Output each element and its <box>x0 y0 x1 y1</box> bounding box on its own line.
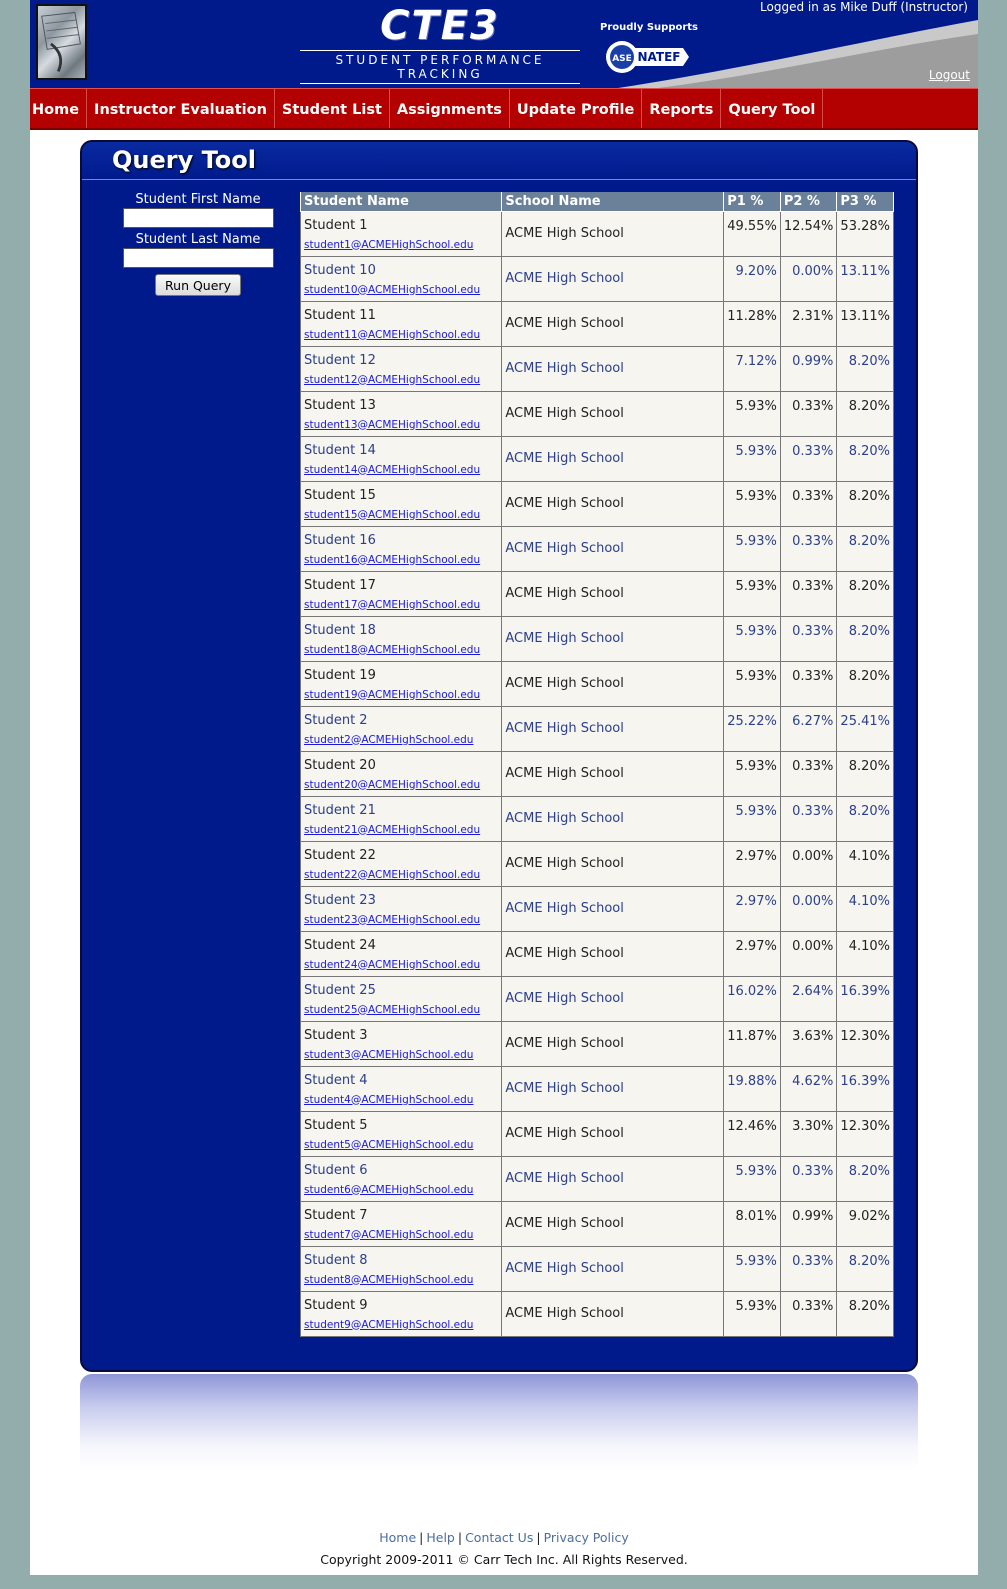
p1-cell: 16.02% <box>724 976 781 1021</box>
first-name-input[interactable] <box>123 208 274 228</box>
p1-cell: 5.93% <box>724 436 781 481</box>
p2-cell: 0.99% <box>780 346 837 391</box>
p2-cell: 0.33% <box>780 571 837 616</box>
student-cell <box>301 661 502 706</box>
student-email-link[interactable]: student10@ACMEHighSchool.edu <box>304 283 481 296</box>
school-name-cell: ACME High School <box>502 391 724 436</box>
run-query-button[interactable]: Run Query <box>155 274 241 296</box>
p1-cell: 2.97% <box>724 886 781 931</box>
student-cell <box>301 886 502 931</box>
col-header-p3[interactable]: P3 % <box>837 192 894 211</box>
student-name[interactable]: Student 14 <box>304 442 376 458</box>
student-name[interactable]: Student 20 <box>304 757 376 773</box>
p2-cell: 0.33% <box>780 391 837 436</box>
first-name-label: Student First Name <box>135 192 261 207</box>
p1-cell: 5.93% <box>724 481 781 526</box>
p3-cell: 25.41% <box>837 706 894 751</box>
p2-cell: 0.33% <box>780 796 837 841</box>
school-name-cell: ACME High School <box>502 661 724 706</box>
nav-assignments[interactable]: Assignments <box>390 89 510 128</box>
footer-separator: | <box>536 1530 541 1545</box>
student-cell <box>301 526 502 571</box>
table-row <box>301 751 894 796</box>
p2-cell: 0.33% <box>780 1291 837 1336</box>
student-email-link[interactable]: student16@ACMEHighSchool.edu <box>304 553 481 566</box>
table-row <box>301 391 894 436</box>
school-name-cell: ACME High School <box>502 1246 724 1291</box>
student-name[interactable]: Student 25 <box>304 982 376 998</box>
table-row <box>301 436 894 481</box>
table-row <box>301 1156 894 1201</box>
results-body <box>301 211 894 1336</box>
student-email-link[interactable]: student13@ACMEHighSchool.edu <box>304 418 481 431</box>
nav-student-list[interactable]: Student List <box>275 89 390 128</box>
p2-cell: 0.33% <box>780 661 837 706</box>
main-nav <box>30 88 978 130</box>
school-name-cell: ACME High School <box>502 931 724 976</box>
p2-cell: 0.33% <box>780 1156 837 1201</box>
student-email-link[interactable]: student19@ACMEHighSchool.edu <box>304 688 481 701</box>
student-email-link[interactable]: student21@ACMEHighSchool.edu <box>304 823 481 836</box>
page-title: Query Tool <box>112 146 256 174</box>
p2-cell: 0.33% <box>780 481 837 526</box>
p2-cell: 0.33% <box>780 751 837 796</box>
p2-cell: 0.33% <box>780 526 837 571</box>
p1-cell: 2.97% <box>724 841 781 886</box>
nav-instructor-evaluation[interactable]: Instructor Evaluation <box>87 89 275 128</box>
student-name[interactable]: Student 3 <box>304 1027 368 1043</box>
footer <box>30 1530 978 1567</box>
student-email-link[interactable]: student6@ACMEHighSchool.edu <box>304 1183 474 1196</box>
student-cell <box>301 1066 502 1111</box>
student-cell <box>301 1291 502 1336</box>
student-cell <box>301 976 502 1021</box>
p3-cell: 8.20% <box>837 481 894 526</box>
p1-cell: 5.93% <box>724 526 781 571</box>
p1-cell: 19.88% <box>724 1066 781 1111</box>
student-name[interactable]: Student 21 <box>304 802 376 818</box>
student-cell <box>301 1111 502 1156</box>
footer-link-privacy[interactable]: Privacy Policy <box>543 1530 629 1545</box>
student-name[interactable]: Student 2 <box>304 712 368 728</box>
school-name-cell: ACME High School <box>502 841 724 886</box>
student-cell <box>301 391 502 436</box>
p3-cell: 8.20% <box>837 526 894 571</box>
school-name-cell: ACME High School <box>502 346 724 391</box>
p3-cell: 16.39% <box>837 976 894 1021</box>
p2-cell: 0.99% <box>780 1201 837 1246</box>
table-row <box>301 211 894 256</box>
nav-update-profile[interactable]: Update Profile <box>510 89 642 128</box>
student-email-link[interactable]: student22@ACMEHighSchool.edu <box>304 868 481 881</box>
student-email-link[interactable]: student1@ACMEHighSchool.edu <box>304 238 474 251</box>
table-row <box>301 706 894 751</box>
student-cell <box>301 436 502 481</box>
student-cell <box>301 481 502 526</box>
p1-cell: 2.97% <box>724 931 781 976</box>
table-header-row <box>301 192 894 211</box>
p2-cell: 4.62% <box>780 1066 837 1111</box>
p2-cell: 12.54% <box>780 211 837 256</box>
brand-title: CTE3 <box>380 3 500 49</box>
p3-cell: 8.20% <box>837 661 894 706</box>
natef-logo-icon <box>605 40 691 74</box>
student-name[interactable]: Student 1 <box>304 217 368 233</box>
student-email-link[interactable]: student20@ACMEHighSchool.edu <box>304 778 481 791</box>
p1-cell: 5.93% <box>724 616 781 661</box>
p1-cell: 5.93% <box>724 751 781 796</box>
student-name[interactable]: Student 12 <box>304 352 376 368</box>
p1-cell: 5.93% <box>724 661 781 706</box>
p3-cell: 53.28% <box>837 211 894 256</box>
p1-cell: 11.28% <box>724 301 781 346</box>
p1-cell: 5.93% <box>724 1156 781 1201</box>
student-name[interactable]: Student 6 <box>304 1162 368 1178</box>
p3-cell: 12.30% <box>837 1111 894 1156</box>
p3-cell: 8.20% <box>837 616 894 661</box>
col-header-p1[interactable]: P1 % <box>724 192 781 211</box>
p1-cell: 25.22% <box>724 706 781 751</box>
table-row <box>301 661 894 706</box>
school-name-cell: ACME High School <box>502 481 724 526</box>
student-name[interactable]: Student 13 <box>304 397 376 413</box>
col-header-school-name[interactable]: School Name <box>502 192 724 211</box>
student-email-link[interactable]: student18@ACMEHighSchool.edu <box>304 643 481 656</box>
query-panel <box>80 140 918 1372</box>
p1-cell: 7.12% <box>724 346 781 391</box>
student-email-link[interactable]: student23@ACMEHighSchool.edu <box>304 913 481 926</box>
table-row <box>301 1066 894 1111</box>
p3-cell: 9.02% <box>837 1201 894 1246</box>
student-email-link[interactable]: student8@ACMEHighSchool.edu <box>304 1273 474 1286</box>
p1-cell: 5.93% <box>724 1291 781 1336</box>
student-cell <box>301 301 502 346</box>
p3-cell: 8.20% <box>837 391 894 436</box>
student-email-link[interactable]: student7@ACMEHighSchool.edu <box>304 1228 474 1241</box>
student-cell <box>301 751 502 796</box>
footer-separator: | <box>419 1530 424 1545</box>
p3-cell: 8.20% <box>837 1156 894 1201</box>
table-row <box>301 931 894 976</box>
p3-cell: 4.10% <box>837 886 894 931</box>
school-name-cell: ACME High School <box>502 706 724 751</box>
student-cell <box>301 211 502 256</box>
p2-cell: 6.27% <box>780 706 837 751</box>
p3-cell: 12.30% <box>837 1021 894 1066</box>
student-cell <box>301 571 502 616</box>
school-name-cell: ACME High School <box>502 796 724 841</box>
nav-home[interactable]: Home <box>30 89 87 128</box>
student-cell <box>301 616 502 661</box>
student-name[interactable]: Student 22 <box>304 847 376 863</box>
student-name[interactable]: Student 4 <box>304 1072 368 1088</box>
student-email-link[interactable]: student9@ACMEHighSchool.edu <box>304 1318 474 1331</box>
p2-cell: 2.31% <box>780 301 837 346</box>
footer-link-contact[interactable]: Contact Us <box>465 1530 534 1545</box>
student-email-link[interactable]: student25@ACMEHighSchool.edu <box>304 1003 481 1016</box>
p3-cell: 8.20% <box>837 1246 894 1291</box>
panel-reflection <box>80 1374 918 1470</box>
table-row <box>301 796 894 841</box>
last-name-label: Student Last Name <box>135 232 261 247</box>
p1-cell: 49.55% <box>724 211 781 256</box>
table-row <box>301 976 894 1021</box>
p3-cell: 8.20% <box>837 571 894 616</box>
table-row <box>301 481 894 526</box>
table-row <box>301 256 894 301</box>
student-email-link[interactable]: student5@ACMEHighSchool.edu <box>304 1138 474 1151</box>
student-email-link[interactable]: student15@ACMEHighSchool.edu <box>304 508 481 521</box>
table-row <box>301 1111 894 1156</box>
student-name[interactable]: Student 15 <box>304 487 376 503</box>
school-name-cell: ACME High School <box>502 256 724 301</box>
page <box>30 0 978 1575</box>
p1-cell: 8.01% <box>724 1201 781 1246</box>
svg-text:ASE: ASE <box>612 54 632 64</box>
p1-cell: 11.87% <box>724 1021 781 1066</box>
student-email-link[interactable]: student12@ACMEHighSchool.edu <box>304 373 481 386</box>
student-cell <box>301 346 502 391</box>
panel-title-bar <box>82 142 916 180</box>
logged-in-status: Logged in as Mike Duff (Instructor) <box>760 0 968 14</box>
footer-links <box>30 1530 978 1545</box>
student-email-link[interactable]: student14@ACMEHighSchool.edu <box>304 463 481 476</box>
p2-cell: 0.33% <box>780 436 837 481</box>
table-row <box>301 526 894 571</box>
p3-cell: 13.11% <box>837 256 894 301</box>
footer-separator: | <box>457 1530 463 1545</box>
table-row <box>301 616 894 661</box>
school-name-cell: ACME High School <box>502 211 724 256</box>
student-name[interactable]: Student 7 <box>304 1207 368 1223</box>
site-logo-image <box>36 4 87 80</box>
p2-cell: 3.30% <box>780 1111 837 1156</box>
student-name[interactable]: Student 11 <box>304 307 376 323</box>
svg-text:NATEF: NATEF <box>637 50 681 64</box>
school-name-cell: ACME High School <box>502 571 724 616</box>
p1-cell: 9.20% <box>724 256 781 301</box>
p2-cell: 2.64% <box>780 976 837 1021</box>
table-row <box>301 1201 894 1246</box>
student-email-link[interactable]: student4@ACMEHighSchool.edu <box>304 1093 474 1106</box>
col-header-student-name[interactable]: Student Name <box>301 192 502 211</box>
table-row <box>301 571 894 616</box>
student-email-link[interactable]: student24@ACMEHighSchool.edu <box>304 958 481 971</box>
school-name-cell: ACME High School <box>502 1291 724 1336</box>
school-name-cell: ACME High School <box>502 1156 724 1201</box>
results-table <box>300 192 894 1337</box>
student-email-link[interactable]: student11@ACMEHighSchool.edu <box>304 328 481 341</box>
last-name-input[interactable] <box>123 248 274 268</box>
brand-subtitle: STUDENT PERFORMANCE TRACKING <box>300 50 580 84</box>
logout-link[interactable]: Logout <box>928 68 970 82</box>
student-cell <box>301 706 502 751</box>
student-cell <box>301 1156 502 1201</box>
school-name-cell: ACME High School <box>502 1021 724 1066</box>
table-row <box>301 301 894 346</box>
col-header-p2[interactable]: P2 % <box>780 192 837 211</box>
table-row <box>301 346 894 391</box>
p1-cell: 12.46% <box>724 1111 781 1156</box>
student-cell <box>301 1021 502 1066</box>
table-row <box>301 886 894 931</box>
p3-cell: 16.39% <box>837 1066 894 1111</box>
p1-cell: 5.93% <box>724 391 781 436</box>
student-cell <box>301 1201 502 1246</box>
p3-cell: 4.10% <box>837 841 894 886</box>
brand <box>300 4 580 84</box>
p3-cell: 8.20% <box>837 436 894 481</box>
student-cell <box>301 931 502 976</box>
footer-link-help[interactable]: Help <box>426 1530 455 1545</box>
student-name[interactable]: Student 24 <box>304 937 376 953</box>
p3-cell: 8.20% <box>837 751 894 796</box>
footer-link-home[interactable]: Home <box>379 1530 417 1545</box>
p3-cell: 8.20% <box>837 346 894 391</box>
header <box>30 0 978 88</box>
school-name-cell: ACME High School <box>502 1111 724 1156</box>
p2-cell: 0.00% <box>780 931 837 976</box>
nav-reports[interactable]: Reports <box>642 89 721 128</box>
school-name-cell: ACME High School <box>502 616 724 661</box>
p3-cell: 8.20% <box>837 1291 894 1336</box>
school-name-cell: ACME High School <box>502 751 724 796</box>
student-cell <box>301 796 502 841</box>
school-name-cell: ACME High School <box>502 301 724 346</box>
copyright: Copyright 2009-2011 © Carr Tech Inc. All Rights Reserved. <box>320 1552 688 1567</box>
student-cell <box>301 841 502 886</box>
student-name[interactable]: Student 5 <box>304 1117 368 1133</box>
p2-cell: 3.63% <box>780 1021 837 1066</box>
p2-cell: 0.33% <box>780 1246 837 1291</box>
student-name[interactable]: Student 10 <box>304 262 376 278</box>
p1-cell: 5.93% <box>724 796 781 841</box>
p2-cell: 0.33% <box>780 616 837 661</box>
student-cell <box>301 1246 502 1291</box>
query-form <box>122 192 274 296</box>
student-email-link[interactable]: student3@ACMEHighSchool.edu <box>304 1048 474 1061</box>
student-name[interactable]: Student 16 <box>304 532 376 548</box>
p2-cell: 0.00% <box>780 841 837 886</box>
student-name[interactable]: Student 8 <box>304 1252 368 1268</box>
table-row <box>301 1246 894 1291</box>
student-name[interactable]: Student 18 <box>304 622 376 638</box>
p2-cell: 0.00% <box>780 886 837 931</box>
student-cell <box>301 256 502 301</box>
p2-cell: 0.00% <box>780 256 837 301</box>
student-email-link[interactable]: student17@ACMEHighSchool.edu <box>304 598 481 611</box>
p3-cell: 13.11% <box>837 301 894 346</box>
school-name-cell: ACME High School <box>502 526 724 571</box>
keyboard-icon <box>38 6 85 78</box>
school-name-cell: ACME High School <box>502 886 724 931</box>
student-name[interactable]: Student 19 <box>304 667 376 683</box>
school-name-cell: ACME High School <box>502 436 724 481</box>
table-row <box>301 841 894 886</box>
student-email-link[interactable]: student2@ACMEHighSchool.edu <box>304 733 474 746</box>
student-name[interactable]: Student 23 <box>304 892 376 908</box>
nav-query-tool[interactable]: Query Tool <box>721 89 823 128</box>
p3-cell: 4.10% <box>837 931 894 976</box>
table-row <box>301 1291 894 1336</box>
student-name[interactable]: Student 9 <box>304 1297 368 1313</box>
student-name[interactable]: Student 17 <box>304 577 376 593</box>
school-name-cell: ACME High School <box>502 976 724 1021</box>
supports-label: Proudly Supports <box>600 22 699 33</box>
table-row <box>301 1021 894 1066</box>
p1-cell: 5.93% <box>724 571 781 616</box>
school-name-cell: ACME High School <box>502 1201 724 1246</box>
p3-cell: 8.20% <box>837 796 894 841</box>
school-name-cell: ACME High School <box>502 1066 724 1111</box>
p1-cell: 5.93% <box>724 1246 781 1291</box>
